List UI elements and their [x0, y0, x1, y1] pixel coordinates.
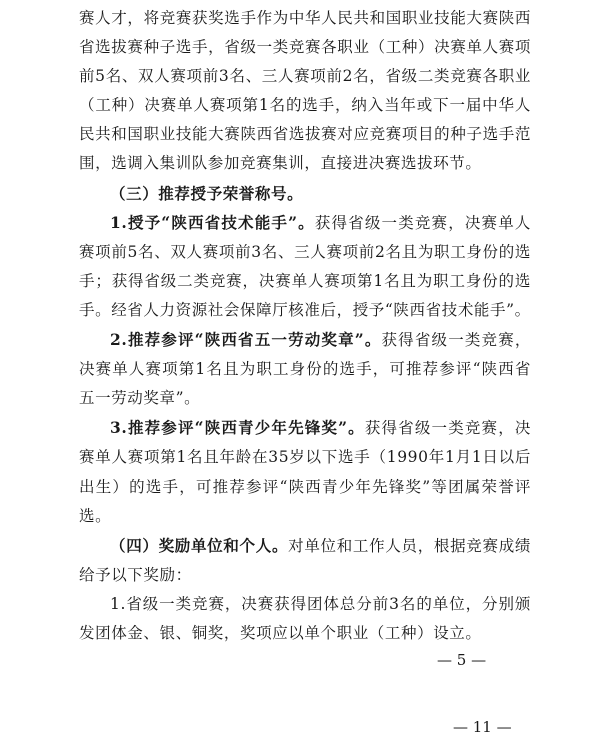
paragraph-continuation	[79, 4, 531, 179]
section-heading-3	[79, 179, 531, 208]
inner-page-number: — 5 —	[437, 651, 487, 669]
list-item-text: 获得省级一类竞赛，决赛单人赛项第1名且年龄在35岁以下选手（1990年1月1日以后出生）的选手，可推荐参评“陕西青少年先锋奖”等团属荣誉评选。	[79, 419, 531, 525]
section-4-list-item-1	[79, 590, 531, 648]
outer-page-number: — 11 —	[453, 718, 512, 736]
document-body	[79, 4, 531, 648]
list-item-lead: 2.推荐参评“陕西省五一劳动奖章”。	[110, 330, 382, 350]
list-item-text: 获得省级一类竞赛，决赛单人赛项前5名、双人赛项前3名、三人赛项前2名且为职工身份的选手；获得省级二类竞赛，决赛单人赛项第1名且为职工身份的选手。经省人力资源社会保障厅核准后，授予“陕西省技术能手”。	[79, 213, 531, 319]
list-item-text: 1.省级一类竞赛，决赛获得团体总分前3名的单位，分别颁发团体金、银、铜奖，奖项应以单个职业（工种）设立。	[79, 594, 531, 642]
list-item-text: 获得省级一类竞赛，决赛单人赛项第1名且为职工身份的选手，可推荐参评“陕西省五一劳动奖章”。	[79, 331, 531, 408]
list-item-3	[79, 413, 531, 530]
paragraph-text: 赛人才，将竞赛获奖选手作为中华人民共和国职业技能大赛陕西省选拔赛种子选手，省级一类竞赛各职业（工种）决赛单人赛项前5名、双人赛项前3名、三人赛项前2名，省级二类竞赛各职业（工种）决赛单人赛项第1名的选手，纳入当年或下一届中华人民共和国职业技能大赛陕西省选拔赛对应竞赛项目的种子选手范围，选调入集训队参加竞赛集训，直接进决赛选拔环节。	[79, 9, 531, 173]
list-item-lead: 3.推荐参评“陕西青少年先锋奖”。	[110, 418, 365, 438]
paragraph-text: 对单位和工作人员，根据竞赛成绩给予以下奖励：	[79, 536, 531, 584]
list-item-lead: 1.授予“陕西省技术能手”。	[110, 212, 315, 232]
section-heading-4: （四）奖励单位和个人。	[110, 535, 289, 555]
list-item-1	[79, 208, 531, 325]
heading-text: （三）推荐授予荣誉称号。	[110, 183, 304, 203]
list-item-2	[79, 325, 531, 413]
section-4-paragraph	[79, 531, 531, 590]
